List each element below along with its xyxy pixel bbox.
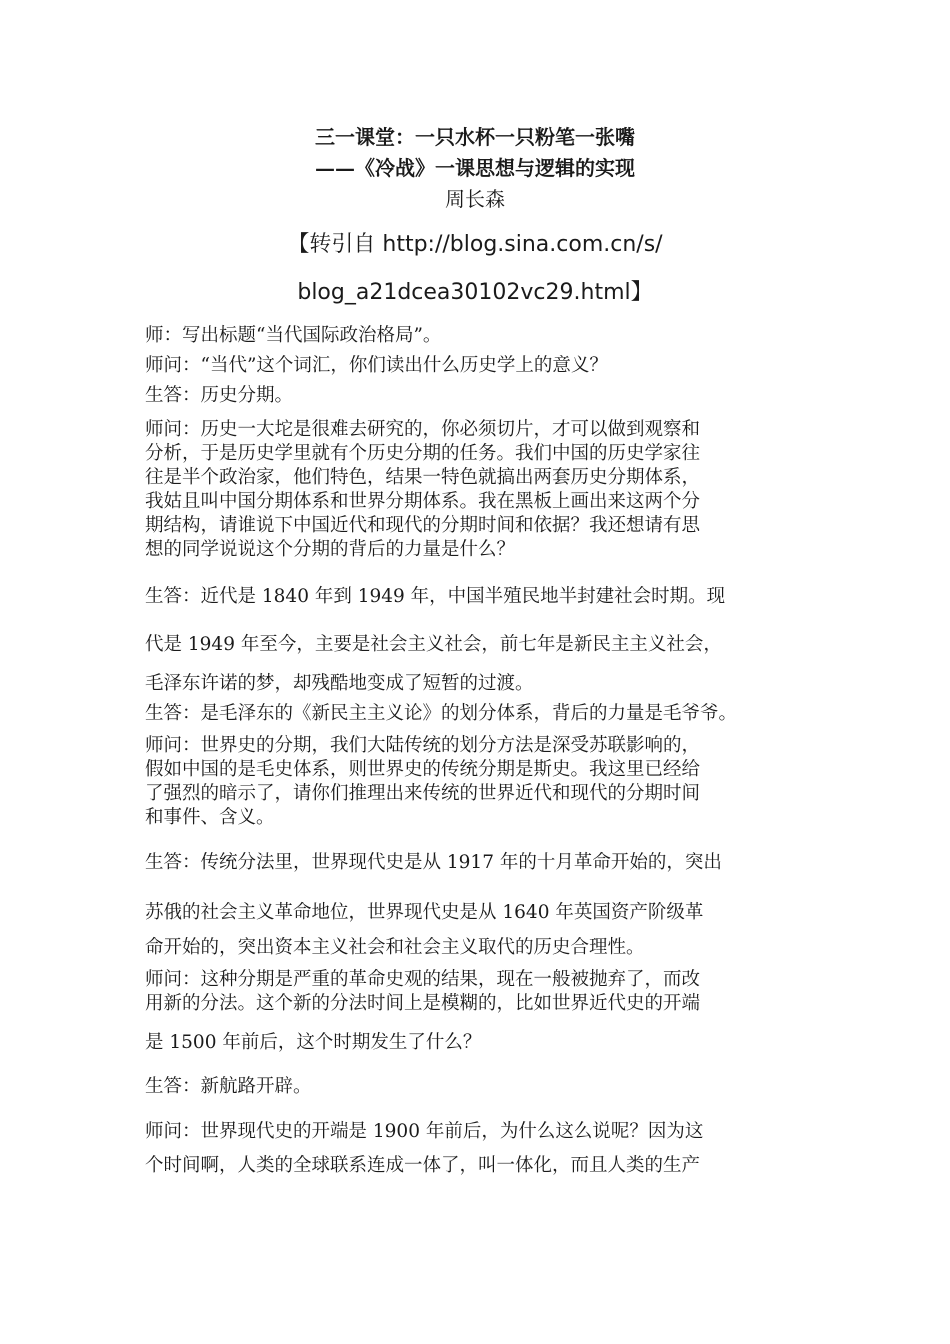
body-line: 个时间啊，人类的全球联系连成一体了，叫一体化，而且人类的生产	[145, 1155, 701, 1176]
body-line: 生答：近代是 1840 年到 1949 年，中国半殖民地半封建社会时期。现	[145, 586, 726, 607]
article-title: 三一课堂：一只水杯一只粉笔一张嘴	[315, 125, 635, 149]
source-line-1: 【转引自 http://blog.sina.com.cn/s/	[287, 232, 663, 257]
body-line: 师问：历史一大坨是很难去研究的，你必须切片，才可以做到观察和	[145, 419, 701, 440]
body-line: 生答：传统分法里，世界现代史是从 1917 年的十月革命开始的，突出	[145, 852, 722, 873]
body-line: 命开始的，突出资本主义社会和社会主义取代的历史合理性。	[145, 937, 645, 958]
body-line: 了强烈的暗示了，请你们推理出来传统的世界近代和现代的分期时间	[145, 783, 701, 804]
article-subtitle: ——《冷战》一课思想与逻辑的实现	[315, 156, 635, 180]
body-line: 用新的分法。这个新的分法时间上是模糊的，比如世界近代史的开端	[145, 993, 701, 1014]
body-line: 生答：历史分期。	[145, 385, 294, 406]
body-line: 期结构，请谁说下中国近代和现代的分期时间和依据？我还想请有思	[145, 515, 701, 536]
body-line: 苏俄的社会主义革命地位，世界现代史是从 1640 年英国资产阶级革	[145, 902, 704, 923]
body-line: 师问：世界史的分期，我们大陆传统的划分方法是深受苏联影响的，	[145, 735, 701, 756]
body-line: 生答：是毛泽东的《新民主主义论》的划分体系，背后的力量是毛爷爷。	[145, 703, 738, 724]
body-line: 我姑且叫中国分期体系和世界分期体系。我在黑板上画出来这两个分	[145, 491, 701, 512]
article-author: 周长森	[445, 187, 505, 211]
body-line: 和事件、含义。	[145, 807, 275, 828]
body-line: 往是半个政治家，他们特色，结果一特色就搞出两套历史分期体系，	[145, 467, 701, 488]
body-line: 师：写出标题“当代国际政治格局”。	[145, 325, 442, 346]
body-line: 毛泽东许诺的梦，却残酷地变成了短暂的过渡。	[145, 673, 534, 694]
body-line: 是 1500 年前后，这个时期发生了什么？	[145, 1032, 482, 1053]
body-line: 想的同学说说这个分期的背后的力量是什么？	[145, 539, 516, 560]
source-line-2: blog_a21dcea30102vc29.html】	[297, 280, 653, 305]
body-line: 假如中国的是毛史体系，则世界史的传统分期是斯史。我这里已经给	[145, 759, 701, 780]
body-line: 代是 1949 年至今，主要是社会主义社会，前七年是新民主主义社会，	[145, 634, 722, 655]
body-line: 师问：这种分期是严重的革命史观的结果，现在一般被抛弃了，而改	[145, 969, 701, 990]
body-line: 师问：“当代”这个词汇，你们读出什么历史学上的意义？	[145, 355, 608, 376]
body-line: 生答：新航路开辟。	[145, 1076, 312, 1097]
body-line: 师问：世界现代史的开端是 1900 年前后，为什么这么说呢？因为这	[145, 1121, 704, 1142]
body-line: 分析，于是历史学里就有个历史分期的任务。我们中国的历史学家往	[145, 443, 701, 464]
